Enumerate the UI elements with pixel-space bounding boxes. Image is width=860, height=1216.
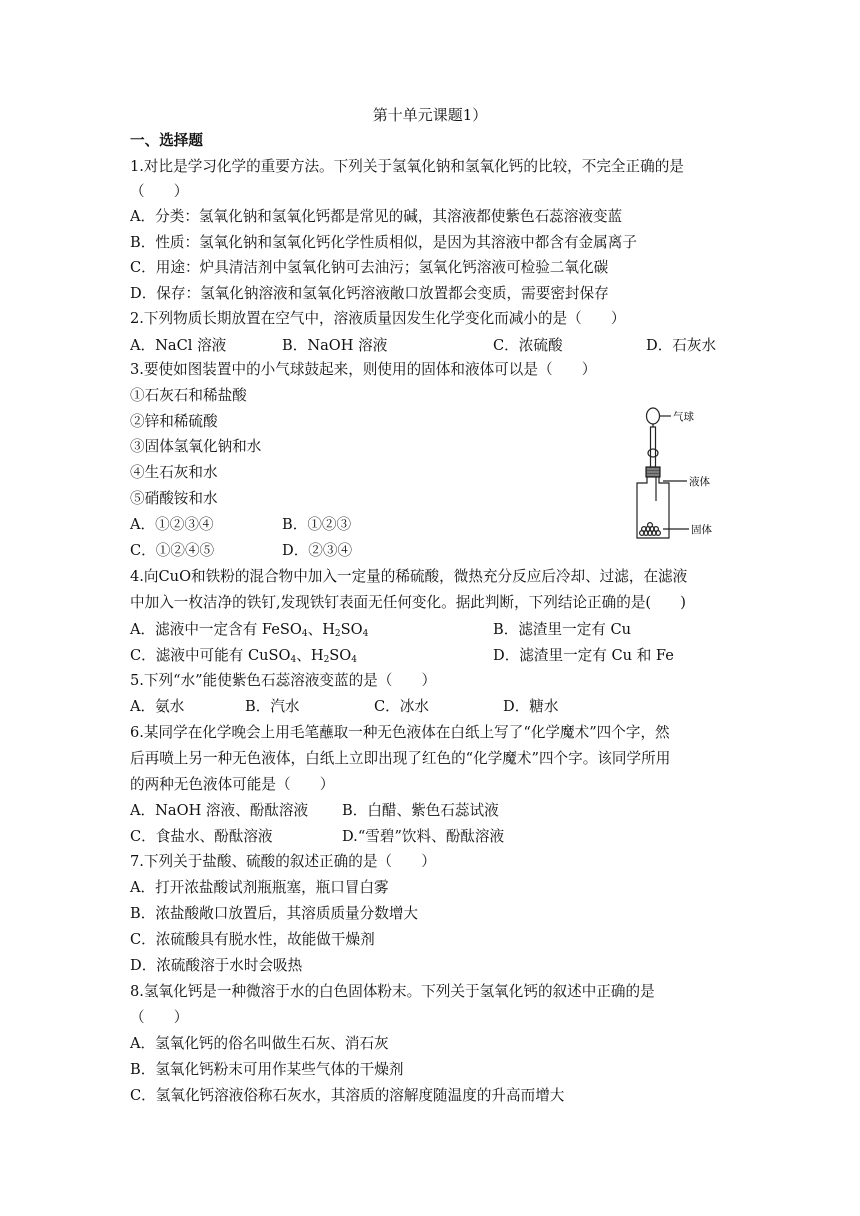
q6-option-d: D.“雪碧”饮料、酚酞溶液 (342, 828, 505, 845)
balloon-shape (647, 408, 660, 424)
q1-option-b: B．性质：氢氧化钠和氢氧化钙化学性质相似，是因为其溶液中都含有金属离子 (130, 234, 637, 251)
q6-option-c: C．食盐水、酚酞溶液 (130, 828, 273, 845)
q6-stem-line3: 的两种无色液体可能是（ ） (130, 776, 335, 793)
q4-option-c: C．滤液中可能有 CuSO$_4$、$H_2SO_4$ (130, 647, 357, 665)
q8-option-b: B．氢氧化钙粉末可用作某些气体的干燥剂 (130, 1061, 404, 1078)
q8-stem-line1: 8.氢氧化钙是一种微溶于水的白色固体粉末。下列关于氢氧化钙的叙述中正确的是 (130, 983, 655, 1000)
q2-option-c: C．浓硫酸 (493, 337, 563, 354)
q6-option-a: A．NaOH 溶液、酚酞溶液 (130, 802, 309, 819)
q3-item-5: ⑤硝酸铵和水 (130, 490, 218, 507)
q3-option-c: C．①②④⑤ (130, 542, 215, 559)
q5-option-c: C．冰水 (374, 698, 429, 715)
q1-option-a: A．分类：氢氧化钠和氢氧化钙都是常见的碱，其溶液都使紫色石蕊溶液变蓝 (130, 208, 623, 225)
q3-item-3: ③固体氢氧化钠和水 (130, 438, 262, 455)
figure-label-liquid: 液体 (689, 476, 710, 488)
q4-option-d: D．滤渣里一定有 Cu 和 Fe (493, 647, 674, 664)
q7-stem: 7.下列关于盐酸、硫酸的叙述正确的是（ ） (130, 853, 436, 870)
q4-option-b: B．滤渣里一定有 Cu (493, 621, 632, 638)
q8-option-a: A．氢氧化钙的俗名叫做生石灰、消石灰 (130, 1035, 389, 1052)
q2-stem: 2.下列物质长期放置在空气中，溶液质量因发生化学变化而减小的是（ ） (130, 310, 626, 327)
q2-option-a: A．NaCl 溶液 (130, 337, 227, 354)
q6-stem-line1: 6.某同学在化学晚会上用毛笔蘸取一种无色液体在白纸上写了“化学魔术”四个字，然 (130, 724, 670, 741)
q5-option-a: A．氨水 (130, 698, 185, 715)
balloon-apparatus-figure (625, 405, 735, 540)
q6-stem-line2: 后再喷上另一种无色液体，白纸上立即出现了红色的“化学魔术”四个字。该同学所用 (130, 750, 671, 767)
page-title: 第十单元课题1） (372, 106, 488, 124)
q2-option-b: B．NaOH 溶液 (282, 337, 388, 354)
q3-option-b: B．①②③ (282, 516, 352, 533)
figure-label-balloon: 气球 (673, 411, 694, 423)
q3-item-2: ②锌和稀硫酸 (130, 413, 218, 430)
q3-item-4: ④生石灰和水 (130, 464, 218, 481)
q1-option-d: D．保存：氢氧化钠溶液和氢氧化钙溶液敞口放置都会变质，需要密封保存 (130, 285, 609, 302)
q4-stem-line2: 中加入一枚洁净的铁钉,发现铁钉表面无任何变化。据此判断，下列结论正确的是( ) (130, 594, 686, 611)
q5-option-d: D．糖水 (503, 698, 559, 715)
q5-stem: 5.下列“水”能使紫色石蕊溶液变蓝的是（ ） (130, 672, 437, 689)
q5-option-b: B．汽水 (245, 698, 300, 715)
q8-stem-line2: （ ） (130, 1009, 189, 1026)
q3-option-d: D．②③④ (282, 542, 353, 559)
section-heading: 一、选择题 (130, 132, 203, 149)
q1-option-c: C．用途：炉具清洁剂中氢氧化钠可去油污；氢氧化钙溶液可检验二氧化碳 (130, 259, 609, 276)
q3-stem: 3.要使如图装置中的小气球鼓起来，则使用的固体和液体可以是（ ） (130, 361, 597, 378)
q1-stem-line2: （ ） (130, 183, 189, 200)
q8-option-c: C．氢氧化钙溶液俗称石灰水，其溶质的溶解度随温度的升高而增大 (130, 1087, 565, 1104)
q7-option-d: D．浓硫酸溶于水时会吸热 (130, 957, 303, 974)
q1-stem-line1: 1.对比是学习化学的重要方法。下列关于氢氧化钠和氢氧化钙的比较，不完全正确的是 (130, 158, 684, 175)
figure-label-solid: 固体 (691, 524, 712, 536)
q7-option-a: A．打开浓盐酸试剂瓶瓶塞，瓶口冒白雾 (130, 879, 389, 896)
q4-stem-line1: 4.向CuO和铁粉的混合物中加入一定量的稀硫酸，微热充分反应后冷却、过滤，在滤液 (130, 568, 688, 585)
q7-option-b: B．浓盐酸敞口放置后，其溶质质量分数增大 (130, 905, 419, 922)
q7-option-c: C．浓硫酸具有脱水性，故能做干燥剂 (130, 931, 375, 948)
q2-option-d: D．石灰水 (646, 337, 717, 354)
q4-option-a: A．滤液中一定含有 FeSO$_4$、$H_2SO_4$ (130, 621, 369, 639)
q3-option-a: A．①②③④ (130, 516, 214, 533)
q6-option-b: B．白醋、紫色石蕊试液 (342, 802, 499, 819)
q3-item-1: ①石灰石和稀盐酸 (130, 387, 247, 404)
